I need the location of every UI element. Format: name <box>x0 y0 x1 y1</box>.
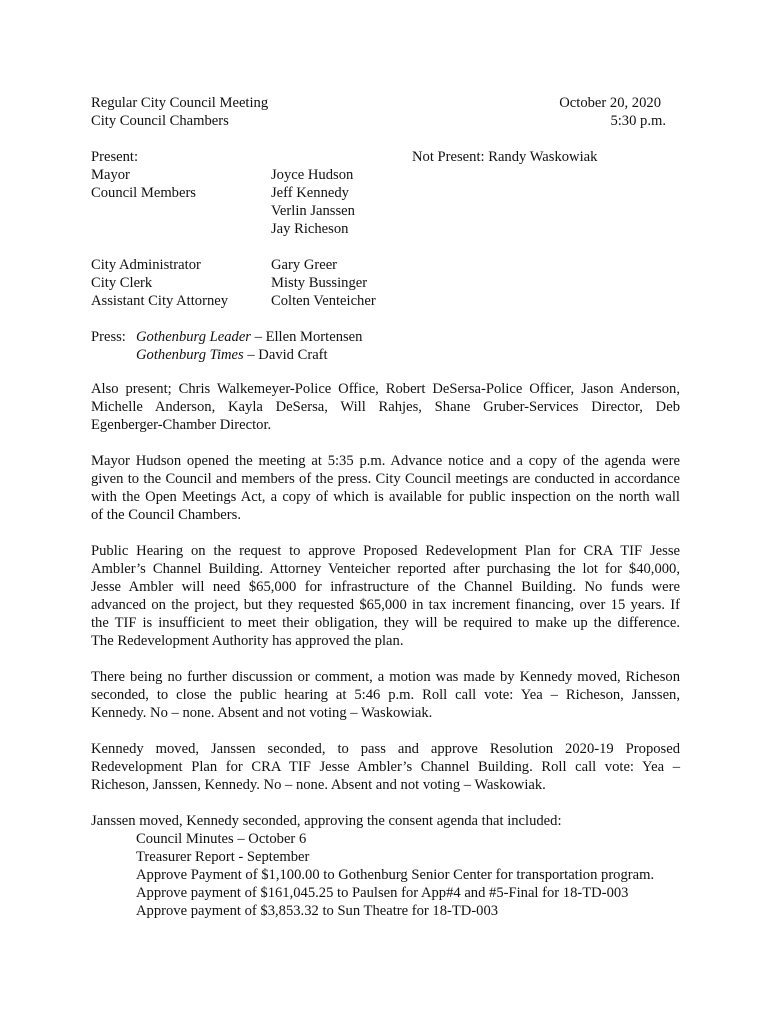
paragraph-line: Also present; Chris Walkemeyer-Police Office, Robert DeSersa-Police Officer, Jason Anderson, <box>91 381 680 397</box>
paragraph-line: The Redevelopment Authority has approved the plan. <box>91 633 404 649</box>
paragraph-line: Richeson, Janssen, Kennedy. No – none. Absent and not voting – Waskowiak. <box>91 777 546 793</box>
paragraph-line: Egenberger-Chamber Director. <box>91 417 272 433</box>
paragraph-line: Public Hearing on the request to approve Proposed Redevelopment Plan for CRA TIF Jesse <box>91 543 680 559</box>
paragraph-line: Ambler’s Channel Building. Attorney Venteicher reported after purchasing the lot for $40,000, <box>91 561 680 577</box>
press-separator: – <box>250 329 266 345</box>
meeting-location: City Council Chambers <box>91 113 229 129</box>
meeting-date: October 20, 2020 <box>559 95 661 111</box>
staff-role: City Administrator <box>91 257 201 273</box>
staff-role: Assistant City Attorney <box>91 293 229 309</box>
council-member: Verlin Janssen <box>271 203 355 219</box>
paragraph-line: There being no further discussion or comment, a motion was made by Kennedy moved, Richeson <box>91 669 680 685</box>
not-present: Not Present: Randy Waskowiak <box>412 149 598 165</box>
paragraph-line: Michelle Anderson, Kayla DeSersa, Will Rahjes, Shane Gruber-Services Director, Deb <box>91 399 680 415</box>
press-entry <box>136 346 328 364</box>
press-separator: – <box>243 347 259 363</box>
council-member: Jay Richeson <box>271 221 349 237</box>
public-hearing-paragraph <box>91 542 680 650</box>
consent-agenda-item: Treasurer Report - September <box>136 849 310 865</box>
present-label: Present: <box>91 149 139 165</box>
staff-name: Misty Bussinger <box>271 275 368 291</box>
staff-name: Colten Venteicher <box>271 293 376 309</box>
consent-agenda-item: Approve payment of $3,853.32 to Sun Theatre for 18-TD-003 <box>136 903 499 919</box>
staff-name: Gary Greer <box>271 257 338 273</box>
consent-agenda-item: Approve payment of $161,045.25 to Paulsen for App#4 and #5-Final for 18-TD-003 <box>136 885 629 901</box>
paragraph-line: advanced on the project, but they requested $65,000 in tax increment financing, over 15 years. If <box>91 597 680 613</box>
consent-agenda-item: Approve Payment of $1,100.00 to Gothenburg Senior Center for transportation program. <box>136 867 655 883</box>
paragraph-line: the TIF is insufficient to meet their obligation, they will be required to make up the difference. <box>91 615 680 631</box>
mayor-label: Mayor <box>91 167 130 183</box>
press-reporter: David Craft <box>258 347 328 363</box>
consent-agenda-item: Council Minutes – October 6 <box>136 831 307 847</box>
press-outlet: Gothenburg Leader <box>136 329 251 345</box>
paragraph-line: Mayor Hudson opened the meeting at 5:35 p.m. Advance notice and a copy of the agenda were <box>91 453 680 469</box>
press-entry <box>136 328 362 346</box>
close-hearing-paragraph <box>91 668 680 722</box>
press-outlet: Gothenburg Times <box>136 347 244 363</box>
paragraph-line: seconded, to close the public hearing at 5:46 p.m. Roll call vote: Yea – Richeson, Janssen, <box>91 687 680 703</box>
council-member: Jeff Kennedy <box>271 185 349 201</box>
paragraph-line: of the Council Chambers. <box>91 507 241 523</box>
opening-paragraph <box>91 452 680 524</box>
meeting-time: 5:30 p.m. <box>610 113 666 129</box>
meeting-type: Regular City Council Meeting <box>91 95 269 111</box>
also-present-paragraph <box>91 380 680 434</box>
mayor-name: Joyce Hudson <box>271 167 354 183</box>
paragraph-line: Kennedy moved, Janssen seconded, to pass and approve Resolution 2020-19 Proposed <box>91 741 680 757</box>
press-reporter: Ellen Mortensen <box>265 329 363 345</box>
paragraph-line: with the Open Meetings Act, a copy of which is available for public inspection on the north wall <box>91 489 680 505</box>
paragraph-line: given to the Council and members of the press. City Council meetings are conducted in accordance <box>91 471 680 487</box>
staff-role: City Clerk <box>91 275 153 291</box>
council-members-label: Council Members <box>91 185 196 201</box>
press-label: Press: <box>91 329 126 345</box>
paragraph-line: Redevelopment Plan for CRA TIF Jesse Ambler’s Channel Building. Roll call vote: Yea – <box>91 759 680 775</box>
paragraph-line: Jesse Ambler will need $65,000 for infrastructure of the Channel Building. No funds were <box>91 579 680 595</box>
paragraph-line: Kennedy. No – none. Absent and not voting – Waskowiak. <box>91 705 433 721</box>
resolution-paragraph <box>91 740 680 794</box>
consent-agenda-intro: Janssen moved, Kennedy seconded, approving the consent agenda that included: <box>91 813 562 829</box>
